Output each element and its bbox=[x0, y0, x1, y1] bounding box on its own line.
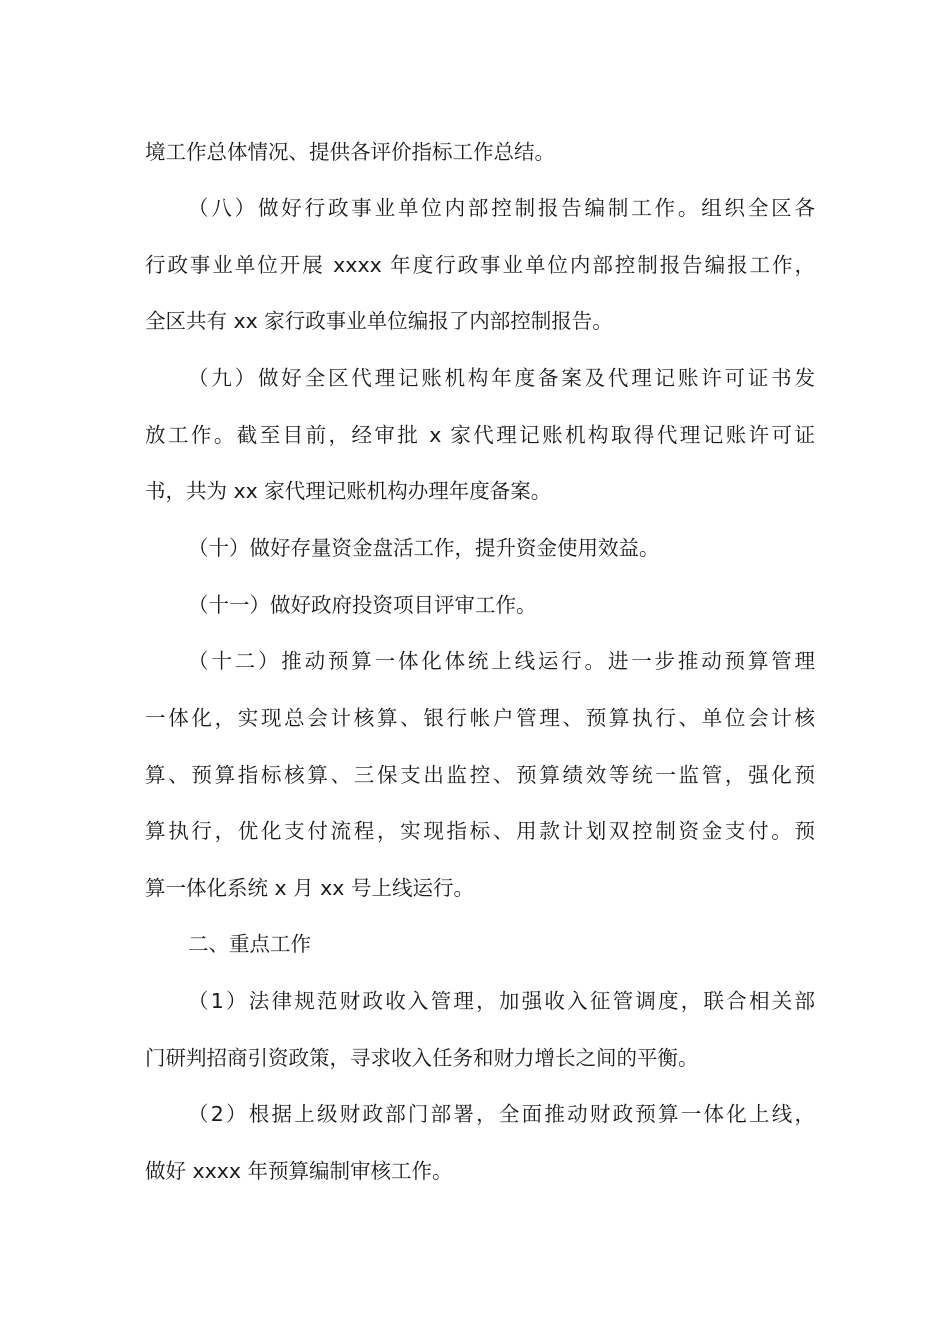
text-line-11: 一体化，实现总会计核算、银行帐户管理、预算执行、单位会计核 bbox=[145, 706, 815, 730]
text-line-17: 门研判招商引资政策，寻求收入任务和财力增长之间的平衡。 bbox=[145, 1046, 699, 1070]
text-line-13: 算执行，优化支付流程，实现指标、用款计划双控制资金支付。预 bbox=[145, 819, 815, 843]
section-heading: 二、重点工作 bbox=[188, 932, 311, 956]
text-line-10: （十二）推动预算一体化体统上线运行。进一步推动预算管理 bbox=[188, 649, 815, 673]
text-line-6: 放工作。截至目前，经审批 x 家代理记账机构取得代理记账许可证 bbox=[145, 423, 815, 447]
text-line-9: （十一）做好政府投资项目评审工作。 bbox=[188, 593, 537, 617]
text-line-19: 做好 xxxx 年预算编制审核工作。 bbox=[145, 1159, 453, 1183]
text-line-1: 境工作总体情况、提供各评价指标工作总结。 bbox=[145, 140, 555, 164]
text-line-18: （2）根据上级财政部门部署，全面推动财政预算一体化上线， bbox=[188, 1102, 815, 1126]
text-line-16: （1）法律规范财政收入管理，加强收入征管调度，联合相关部 bbox=[188, 989, 815, 1013]
text-line-14: 算一体化系统 x 月 xx 号上线运行。 bbox=[145, 876, 474, 900]
text-line-7: 书，共为 xx 家代理记账机构办理年度备案。 bbox=[145, 479, 552, 503]
text-line-8: （十）做好存量资金盘活工作，提升资金使用效益。 bbox=[188, 536, 660, 560]
text-line-3: 行政事业单位开展 xxxx 年度行政事业单位内部控制报告编报工作， bbox=[145, 253, 815, 277]
text-line-2: （八）做好行政事业单位内部控制报告编制工作。组织全区各 bbox=[188, 196, 815, 220]
text-line-5: （九）做好全区代理记账机构年度备案及代理记账许可证书发 bbox=[188, 366, 815, 390]
text-line-4: 全区共有 xx 家行政事业单位编报了内部控制报告。 bbox=[145, 309, 613, 333]
text-line-12: 算、预算指标核算、三保支出监控、预算绩效等统一监管，强化预 bbox=[145, 763, 815, 787]
